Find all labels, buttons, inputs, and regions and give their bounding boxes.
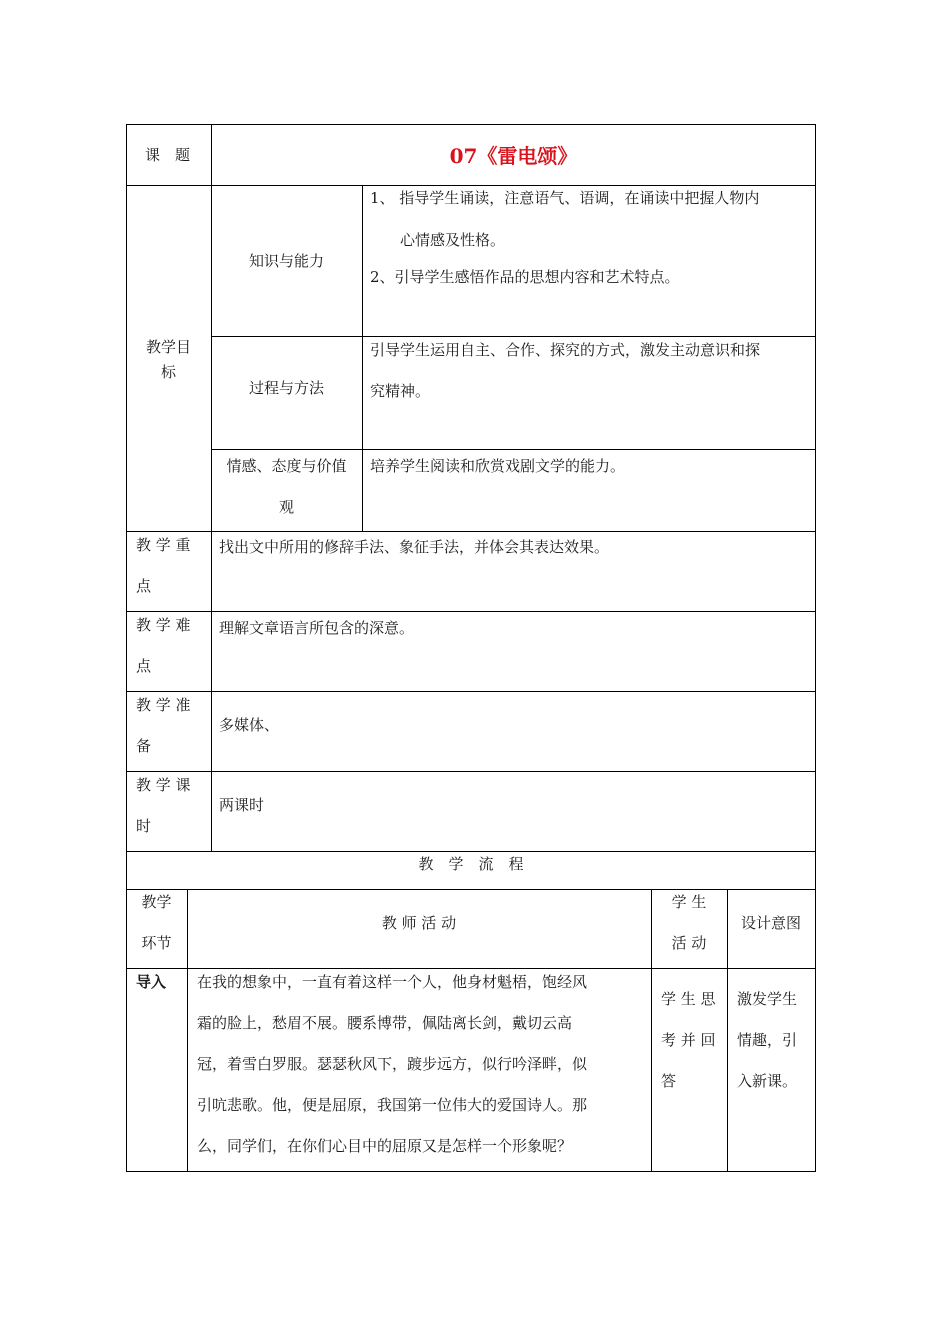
flow-header-stage-line1: 教学 (141, 893, 172, 911)
flow-header-design: 设计意图 (740, 914, 801, 932)
flow-header-student-line1: 学 生 (671, 893, 707, 911)
subject-label: 课 题 (145, 146, 191, 164)
flow-row-teacher-line4: 引吭悲歌。他，便是屈原，我国第一位伟大的爱国诗人。那 (197, 1096, 588, 1114)
key-point-label-line2: 点 (136, 577, 152, 595)
flow-header-stage-line2: 环节 (141, 934, 172, 952)
objective-knowledge-line1: 1、 指导学生诵读，注意语气、语调，在诵读中把握人物内 (370, 189, 760, 207)
flow-row-teacher-line5: 么，同学们，在你们心目中的屈原又是怎样一个形象呢？ (197, 1137, 573, 1155)
preparation-label-line1: 教 学 准 (136, 696, 191, 714)
hours-content: 两课时 (219, 796, 265, 814)
flow-row-design-line2: 情趣，引 (737, 1031, 798, 1049)
key-point-content: 找出文中所用的修辞手法、象征手法，并体会其表达效果。 (219, 538, 610, 556)
flow-header-teacher: 教 师 活 动 (381, 914, 457, 932)
objective-knowledge-line3: 2、引导学生感悟作品的思想内容和艺术特点。 (370, 268, 680, 286)
hours-label-line1: 教 学 课 (136, 776, 191, 794)
objectives-label-line1: 教学目 (145, 338, 191, 356)
difficulty-content: 理解文章语言所包含的深意。 (219, 619, 415, 637)
preparation-label-line2: 备 (136, 737, 152, 755)
difficulty-label-line2: 点 (136, 657, 152, 675)
flow-row-teacher-line2: 霜的脸上，愁眉不展。腰系博带，佩陆离长剑，戴切云高 (197, 1014, 573, 1032)
objective-knowledge-label: 知识与能力 (248, 252, 324, 270)
flow-row-stage: 导入 (136, 973, 167, 991)
flow-title: 教 学 流 程 (418, 855, 524, 873)
lesson-title: 07《雷电颂》 (449, 144, 578, 168)
flow-row-student-line2: 考 并 回 (661, 1031, 716, 1049)
objective-emotion-label-line1: 情感、态度与价值 (226, 457, 347, 475)
preparation-content: 多媒体、 (219, 716, 280, 734)
objectives-label-line2: 标 (160, 363, 176, 381)
flow-row-student-line3: 答 (661, 1072, 677, 1090)
objective-process-line1: 引导学生运用自主、合作、探究的方式，激发主动意识和探 (370, 341, 761, 359)
objective-process-label: 过程与方法 (248, 379, 324, 397)
flow-row-student-line1: 学 生 思 (661, 990, 716, 1008)
difficulty-label-line1: 教 学 难 (136, 616, 191, 634)
objective-emotion-label-line2: 观 (278, 498, 294, 516)
key-point-label-line1: 教 学 重 (136, 536, 191, 554)
hours-label-line2: 时 (136, 817, 152, 835)
objective-emotion-line1: 培养学生阅读和欣赏戏剧文学的能力。 (370, 457, 626, 475)
objective-knowledge-line2: 心情感及性格。 (400, 231, 506, 249)
flow-row-teacher-line3: 冠，着雪白罗服。瑟瑟秋风下，踱步远方，似行吟泽畔，似 (197, 1055, 588, 1073)
flow-header-student-line2: 活 动 (671, 934, 707, 952)
flow-row-design-line1: 激发学生 (737, 990, 798, 1008)
flow-row-teacher-line1: 在我的想象中，一直有着这样一个人，他身材魁梧，饱经风 (197, 973, 588, 991)
flow-row-design-line3: 入新课。 (737, 1072, 798, 1090)
objective-process-line2: 究精神。 (370, 382, 431, 400)
